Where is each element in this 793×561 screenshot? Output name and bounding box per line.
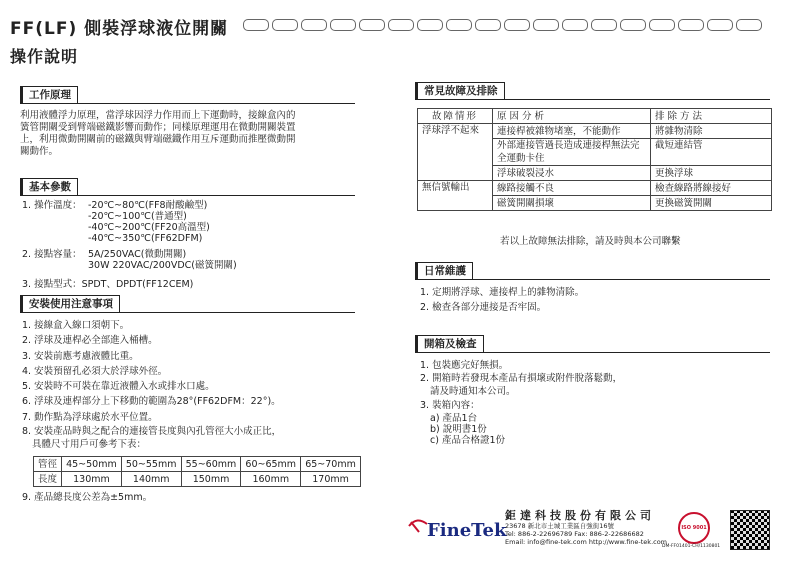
list-item: 4. 安裝預留孔必須大於浮球外徑。	[22, 365, 168, 377]
model-icons	[243, 19, 762, 31]
maintenance-list	[420, 285, 584, 316]
principle-line: 利用液體浮力原理，當浮球因浮力作用而上下運動時，接線盒內的	[20, 110, 296, 121]
temp-value: -20℃~100℃(普通型)	[88, 211, 187, 222]
capsule-icon	[359, 19, 385, 31]
capsule-icon	[272, 19, 298, 31]
fault-note: 若以上故障無法排除，請及時與本公司聯繫	[500, 236, 681, 247]
table-row-label: 長度	[34, 472, 62, 487]
table-cell: 130mm	[62, 472, 122, 487]
fault-fix: 檢查線路將線接好	[651, 181, 772, 196]
temp-values	[88, 200, 210, 244]
list-item: b) 說明書1份	[430, 424, 487, 435]
contact-type: 3. 接點型式：SPDT、DPDT(FF12CEM)	[22, 279, 194, 290]
capsule-icon	[591, 19, 617, 31]
company-logo-text: FineTek	[427, 520, 507, 541]
table-header: 原因分析	[493, 109, 651, 124]
document-code: DM-FF01401-CH/1130801	[662, 544, 721, 549]
capsule-icon	[475, 19, 501, 31]
list-item: 2. 浮球及連桿必全部進入桶槽。	[22, 335, 158, 347]
table-cell: 140mm	[121, 472, 181, 487]
list-item: 具體尺寸用戶可參考下表：	[32, 439, 147, 451]
table-header: 排除方法	[651, 109, 772, 124]
divider	[415, 352, 770, 353]
unpack-list	[420, 358, 622, 446]
divider	[20, 195, 355, 196]
fault-cause: 浮球破裂浸水	[493, 166, 651, 181]
capsule-icon	[533, 19, 559, 31]
table-cell: 60~65mm	[241, 457, 301, 472]
list-item: 3. 安裝前應考慮液體比重。	[22, 350, 139, 362]
fault-cause: 磁簧開關損壞	[493, 196, 651, 211]
divider	[415, 279, 770, 280]
section-heading-maintenance: 日常維護	[415, 262, 473, 280]
iso-certification-seal	[678, 512, 710, 544]
principle-line: 上，利用微動開關前的磁鐵與臂端磁鐵作用互斥運動而推壓微動開	[20, 134, 296, 145]
table-header: 故障情形	[418, 109, 493, 124]
temp-value: -40℃~200℃(FF20高溫型)	[88, 222, 210, 233]
table-header-row	[418, 109, 772, 124]
company-info	[505, 522, 685, 546]
capsule-icon	[620, 19, 646, 31]
list-item: 7. 動作點為浮球處於水平位置。	[22, 411, 158, 423]
capsule-icon	[504, 19, 530, 31]
company-name: 鉅達科技股份有限公司	[505, 509, 655, 522]
list-item: 請及時通知本公司。	[430, 386, 516, 397]
fault-fix: 更換浮球	[651, 166, 772, 181]
fault-fix: 將雜物清除	[651, 124, 772, 139]
temp-label: 1. 操作溫度：	[22, 200, 82, 211]
divider	[415, 99, 770, 100]
list-item: a) 產品1台	[430, 413, 478, 424]
list-item: 2. 檢查各部分連接是否牢固。	[420, 302, 547, 314]
fault-table	[417, 108, 772, 211]
fault-cause: 線路接觸不良	[493, 181, 651, 196]
tolerance-note: 9. 產品總長度公差為±5mm。	[22, 492, 153, 503]
table-row-label: 管徑	[34, 457, 62, 472]
qr-code-icon	[730, 510, 770, 550]
company-web: Email: info@fine-tek.com http://www.fine-tek.com	[505, 538, 668, 546]
capsule-icon	[678, 19, 704, 31]
section-heading-unpack: 開箱及檢查	[415, 335, 484, 353]
table-row	[418, 181, 772, 196]
fault-cause: 外部連接管過長造成連接桿無法完全運動卡住	[493, 139, 651, 166]
list-item: 8. 安裝產品時與之配合的連接管長度與內孔管徑大小成正比，	[22, 426, 282, 438]
list-item: 5. 安裝時不可裝在靠近液體入水或排水口處。	[22, 381, 215, 393]
capsule-icon	[301, 19, 327, 31]
iso-text: ISO 9001	[681, 525, 707, 531]
section-heading-principle: 工作原理	[20, 86, 78, 104]
list-item: 1. 接線盒入線口須朝下。	[22, 320, 130, 331]
company-contact: Tel: 886-2-22696789 Fax: 886-2-22686682	[505, 530, 644, 538]
fault-symptom: 無信號輸出	[418, 181, 493, 211]
capacity-values	[88, 249, 237, 271]
table-row	[418, 124, 772, 139]
capacity-value: 30W 220VAC/200VDC(磁簧開關)	[88, 260, 237, 271]
pipe-size-table	[33, 456, 361, 487]
table-cell: 65~70mm	[301, 457, 361, 472]
fault-fix: 更換磁簧開關	[651, 196, 772, 211]
list-item: 2. 開箱時若發現本產品有損壞或附件脫落鬆動，	[420, 373, 623, 384]
principle-text	[20, 110, 355, 158]
capsule-icon	[388, 19, 414, 31]
fault-cause: 連接桿被雜物堵塞，不能動作	[493, 124, 651, 139]
list-item: 6. 浮球及連桿部分上下移動的範圍為28°(FF62DFM：22°)。	[22, 396, 281, 408]
divider	[20, 312, 355, 313]
section-heading-params: 基本參數	[20, 178, 78, 196]
company-address: 23678 新北市土城工業區自強街16號	[505, 522, 615, 530]
capsule-icon	[707, 19, 733, 31]
capsule-icon	[417, 19, 443, 31]
section-heading-install: 安裝使用注意事項	[20, 295, 120, 313]
divider	[20, 103, 355, 104]
fault-fix: 截短連結管	[651, 139, 772, 166]
table-cell: 150mm	[181, 472, 241, 487]
capsule-icon	[649, 19, 675, 31]
list-item: c) 產品合格證1份	[430, 435, 505, 446]
temp-value: -40℃~350℃(FF62DFM)	[88, 233, 203, 244]
capsule-icon	[736, 19, 762, 31]
table-row	[34, 457, 361, 472]
temp-value: -20℃~80℃(FF8耐酸鹼型)	[88, 200, 208, 211]
list-item: 1. 包裝應完好無損。	[420, 360, 509, 371]
capsule-icon	[330, 19, 356, 31]
fault-symptom: 浮球浮不起來	[418, 124, 493, 181]
principle-line: 簧管開關受到臂端磁鐵影響而動作；同樣原理運用在微動開關裝置	[20, 122, 296, 133]
capacity-value: 5A/250VAC(微動開關)	[88, 249, 187, 260]
table-row	[34, 472, 361, 487]
list-item: 1. 定期將浮球、連接桿上的雜物清除。	[420, 287, 585, 298]
principle-line: 關動作。	[20, 146, 59, 157]
capsule-icon	[243, 19, 269, 31]
section-heading-faults: 常見故障及排除	[415, 82, 505, 100]
table-cell: 45~50mm	[62, 457, 122, 472]
capacity-label: 2. 接點容量：	[22, 249, 82, 260]
page-subtitle: 操作說明	[10, 47, 79, 66]
page-title: FF(LF) 側裝浮球液位開關	[10, 19, 229, 39]
table-cell: 55~60mm	[181, 457, 241, 472]
install-list	[22, 318, 281, 450]
table-cell: 50~55mm	[121, 457, 181, 472]
capsule-icon	[446, 19, 472, 31]
capsule-icon	[562, 19, 588, 31]
table-cell: 160mm	[241, 472, 301, 487]
table-cell: 170mm	[301, 472, 361, 487]
list-item: 3. 裝箱內容：	[420, 400, 480, 411]
